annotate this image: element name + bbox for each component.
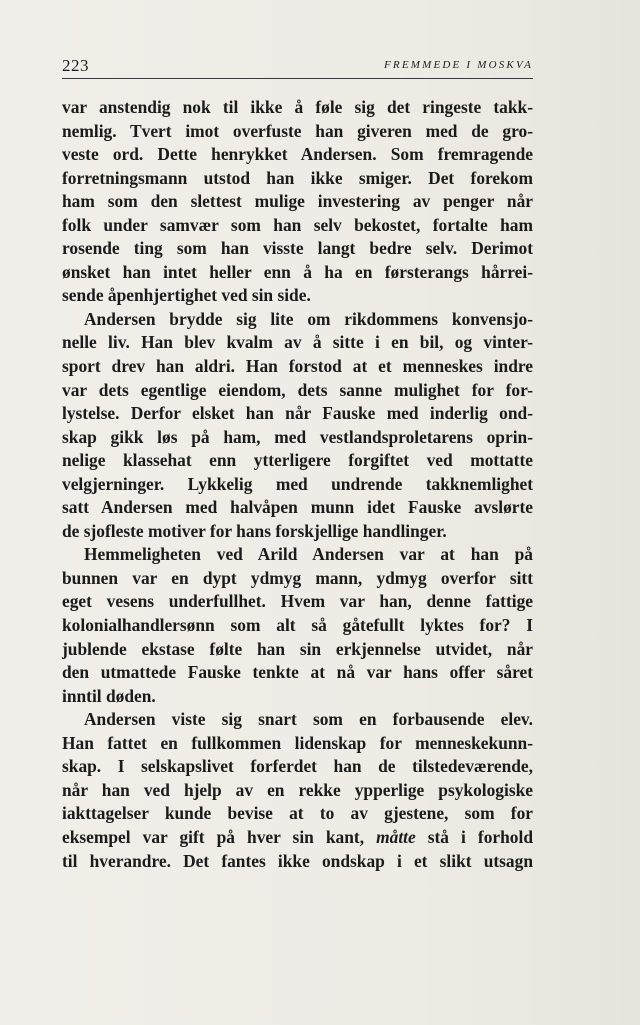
- text-line: Andersen viste sig snart som en forbausende elev.: [84, 709, 533, 730]
- emphasized-word: måtte: [376, 826, 416, 847]
- text-segment: eksempel var gift på hver sin kant,: [62, 826, 365, 847]
- text-line: nemlig. Tvert imot overfuste han giveren med de gro-: [62, 120, 533, 141]
- text-line: ønsket han intet heller enn å ha en førsterangs hårrei-: [62, 261, 533, 282]
- text-line: velgjerninger. Lykkelig med undrende takknemlighet: [62, 473, 533, 494]
- text-line: sport drev han aldri. Han forstod at et menneskes indre: [62, 356, 533, 377]
- text-line: når han ved hjelp av en rekke ypperlige psykologiske: [62, 779, 533, 800]
- text-line: kolonialhandlersønn som alt så gåtefullt lyktes for? I: [62, 615, 533, 636]
- text-line: Hemmeligheten ved Arild Andersen var at han på: [84, 544, 533, 565]
- text-line: veste ord. Dette henrykket Andersen. Som fremragende: [62, 144, 533, 165]
- text-line: skap. I selskapslivet forferdet han de tilstedeværende,: [62, 756, 533, 777]
- text-line: nelle liv. Han blev kvalm av å sitte i en bil, og vinter-: [62, 332, 533, 353]
- text-line: Andersen brydde sig lite om rikdommens konvensjo-: [84, 308, 533, 329]
- body-text: [62, 96, 533, 873]
- text-line: eget vesens underfullhet. Hvem var han, denne fattige: [62, 591, 533, 612]
- text-line: rosende ting som han visste langt bedre selv. Derimot: [62, 238, 533, 259]
- text-line: var anstendig nok til ikke å føle sig det ringeste takk-: [62, 97, 533, 117]
- page-header: [62, 54, 533, 79]
- text-line: jublende ekstase følte han sin erkjennelse utvidet, når: [62, 638, 533, 659]
- text-line: lystelse. Derfor elsket han når Fauske med inderlig ond-: [62, 403, 533, 424]
- text-line: til hverandre. Det fantes ikke ondskap i et slikt utsagn: [62, 850, 533, 871]
- text-line: forretningsmann utstod han ikke smiger. Det forekom: [62, 167, 533, 188]
- text-segment: stå i forhold: [427, 826, 533, 847]
- text-line: ham som den slettest mulige investering av penger når: [62, 191, 533, 212]
- text-line-with-emphasis: [62, 826, 533, 850]
- running-title: FREMMEDE I MOSKVA: [384, 59, 533, 71]
- text-line: nelige klassehat enn ytterligere forgiftet ved mottatte: [62, 450, 533, 471]
- text-line: sende åpenhjertighet ved sin side.: [62, 285, 311, 306]
- text-line: bunnen var en dypt ydmyg mann, ydmyg overfor sitt: [62, 567, 533, 588]
- text-line: de sjofleste motiver for hans forskjellige handlinger.: [62, 520, 447, 541]
- text-line: inntil døden.: [62, 685, 156, 706]
- text-line: satt Andersen med halvåpen munn idet Fauske avslørte: [62, 497, 533, 518]
- page-number: 223: [62, 56, 89, 75]
- text-line: var dets egentlige eiendom, dets sanne mulighet for for-: [62, 379, 533, 400]
- text-line: Han fattet en fullkommen lidenskap for menneskekunn-: [62, 732, 533, 753]
- text-line: den utmattede Fauske tenkte at nå var hans offer såret: [62, 662, 533, 683]
- text-line: folk under samvær som han selv bekostet, fortalte ham: [62, 214, 533, 235]
- text-line: iakttagelser kunde bevise at to av gjestene, som for: [62, 803, 533, 824]
- text-line: skap gikk løs på ham, med vestlandsproletarens oprin-: [62, 426, 533, 447]
